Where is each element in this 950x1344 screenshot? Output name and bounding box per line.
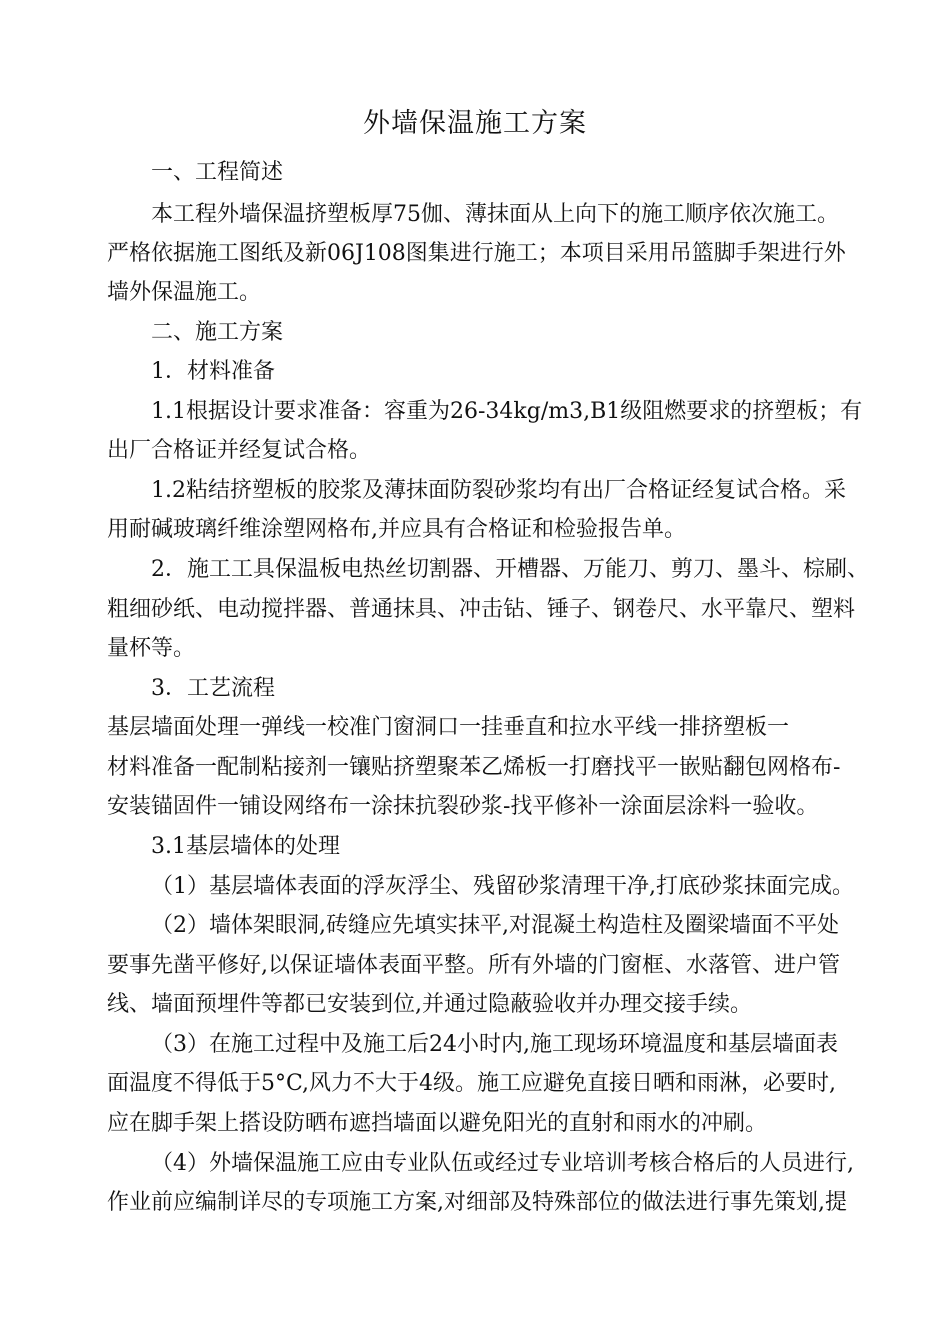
paragraph-line: （3）在施工过程中及施工后24小时内,施工现场环境温度和基层墙面表	[151, 1032, 838, 1057]
paragraph-line: 粗细砂纸、电动搅拌器、普通抹具、冲击钻、锤子、钢卷尺、水平靠尺、塑料	[107, 597, 856, 622]
paragraph-line: 本工程外墙保温挤塑板厚75伽、薄抹面从上向下的施工顺序依次施工。	[151, 202, 839, 227]
paragraph-line: 2．施工工具保温板电热丝切割器、开槽器、万能刀、剪刀、墨斗、棕刷、	[151, 557, 869, 582]
paragraph-line: 基层墙面处理一弹线一校准门窗洞口一挂垂直和拉水平线一排挤塑板一	[107, 715, 790, 740]
paragraph-line: 1.1根据设计要求准备：容重为26-34kg/m3,B1级阻燃要求的挤塑板；有	[151, 399, 863, 424]
heading-plan: 二、施工方案	[151, 320, 284, 345]
heading-materials: 1．材料准备	[151, 359, 275, 384]
heading-overview: 一、工程简述	[151, 160, 284, 185]
paragraph-line: 面温度不得低于5°C,风力不大于4级。施工应避免直接日晒和雨淋，必要时,	[107, 1071, 837, 1096]
paragraph-line: 用耐碱玻璃纤维涂塑网格布,并应具有合格证和检验报告单。	[107, 517, 686, 542]
paragraph-line: 1.2粘结挤塑板的胶浆及薄抹面防裂砂浆均有出厂合格证经复试合格。采	[151, 478, 846, 503]
paragraph-line: 作业前应编制详尽的专项施工方案,对细部及特殊部位的做法进行事先策划,提	[107, 1190, 847, 1215]
document-title: 外墙保温施工方案	[363, 108, 587, 139]
paragraph-line: 安装锚固件一铺设网络布一涂抹抗裂砂浆-找平修补一涂面层涂料一验收。	[107, 794, 819, 819]
paragraph-line: （4）外墙保温施工应由专业队伍或经过专业培训考核合格后的人员进行,	[151, 1151, 854, 1176]
paragraph-line: （1）基层墙体表面的浮灰浮尘、残留砂浆清理干净,打底砂浆抹面完成。	[151, 874, 854, 899]
heading-base-wall: 3.1基层墙体的处理	[151, 834, 340, 859]
paragraph-line: 材料准备一配制粘接剂一镶贴挤塑聚苯乙烯板一打磨找平一嵌贴翻包网格布-	[107, 755, 841, 780]
paragraph-line: 墙外保温施工。	[107, 280, 262, 305]
paragraph-line: 量杯等。	[107, 636, 196, 661]
paragraph-line: （2）墙体架眼洞,砖缝应先填实抹平,对混凝土构造柱及圈梁墙面不平处	[151, 913, 839, 938]
paragraph-line: 应在脚手架上搭设防晒布遮挡墙面以避免阳光的直射和雨水的冲刷。	[107, 1111, 768, 1136]
paragraph-line: 线、墙面预埋件等都已安装到位,并通过隐蔽验收并办理交接手续。	[107, 992, 752, 1017]
heading-process: 3．工艺流程	[151, 676, 275, 701]
paragraph-line: 出厂合格证并经复试合格。	[107, 438, 372, 463]
paragraph-line: 严格依据施工图纸及新06J108图集进行施工；本项目采用吊篮脚手架进行外	[107, 241, 846, 266]
paragraph-line: 要事先凿平修好,以保证墙体表面平整。所有外墙的门窗框、水落管、进户管	[107, 953, 840, 978]
